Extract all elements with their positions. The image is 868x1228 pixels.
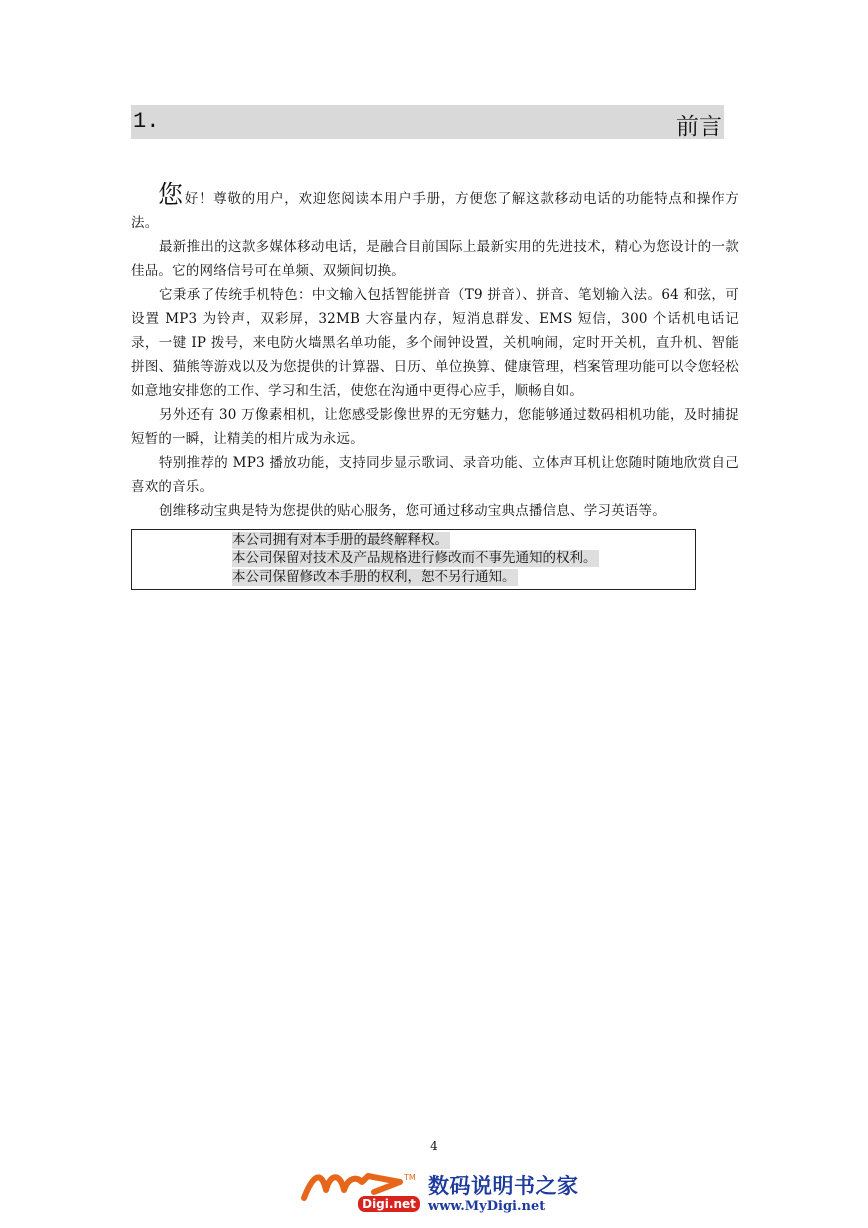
mydigi-logo (300, 1168, 424, 1216)
disclaimer-line-3: 本公司保留修改本手册的权利，恕不另行通知。 (232, 569, 516, 585)
section-number: 1. (133, 109, 160, 134)
section-title: 前言 (676, 114, 722, 140)
disclaimer-box (131, 529, 696, 590)
section-heading (131, 105, 724, 139)
paragraph-3: 它秉承了传统手机特色：中文输入包括智能拼音（T9 拼音）、拼音、笔划输入法。64 和弦，可设置 MP3 为铃声，双彩屏，32MB 大容量内存，短消息群发、EMS 短信，300 个话机电话记录，一键 IP 拨号，来电防火墙黑名单功能，多个闹钟设置，关机响闹，定时开关机，直升机、智能拼图、猫熊等游戏以及为您提供的计算器、日历、单位换算、健康管理，档案管理功能可以令您轻松如意地安排您的工作、学习和生活，使您在沟通中更得心应手，顺畅自如。 (131, 287, 739, 399)
paragraph-2: 最新推出的这款多媒体移动电话，是融合目前国际上最新实用的先进技术，精心为您设计的一款佳品。它的网络信号可在单频、双频间切换。 (131, 239, 739, 279)
site-url[interactable]: www.MyDigi.net (428, 1199, 546, 1214)
site-title: 数码说明书之家 (428, 1174, 579, 1198)
paragraph-6: 创维移动宝典是特为您提供的贴心服务，您可通过移动宝典点播信息、学习英语等。 (159, 503, 666, 519)
trademark-mark: TM (404, 1173, 416, 1182)
disclaimer-line-2: 本公司保留对技术及产品规格进行修改而不事先通知的权利。 (232, 550, 597, 566)
paragraph-5: 特别推荐的 MP3 播放功能，支持同步显示歌词、录音功能、立体声耳机让您随时随地欣赏自己喜欢的音乐。 (131, 455, 739, 495)
disclaimer-line-1: 本公司拥有对本手册的最终解释权。 (232, 532, 448, 548)
logo-swoosh (304, 1176, 400, 1198)
drop-cap: 您 (158, 180, 184, 209)
logo-badge-text: Digi.net (362, 1197, 416, 1211)
paragraph-4: 另外还有 30 万像素相机，让您感受影像世界的无穷魅力，您能够通过数码相机功能，及时捕捉短暂的一瞬，让精美的相片成为永远。 (131, 407, 739, 447)
intro-text (131, 180, 739, 523)
page-number: 4 (430, 1139, 438, 1153)
paragraph-1: 您好！尊敬的用户，欢迎您阅读本用户手册，方便您了解这款移动电话的功能特点和操作方法。 (131, 180, 739, 231)
